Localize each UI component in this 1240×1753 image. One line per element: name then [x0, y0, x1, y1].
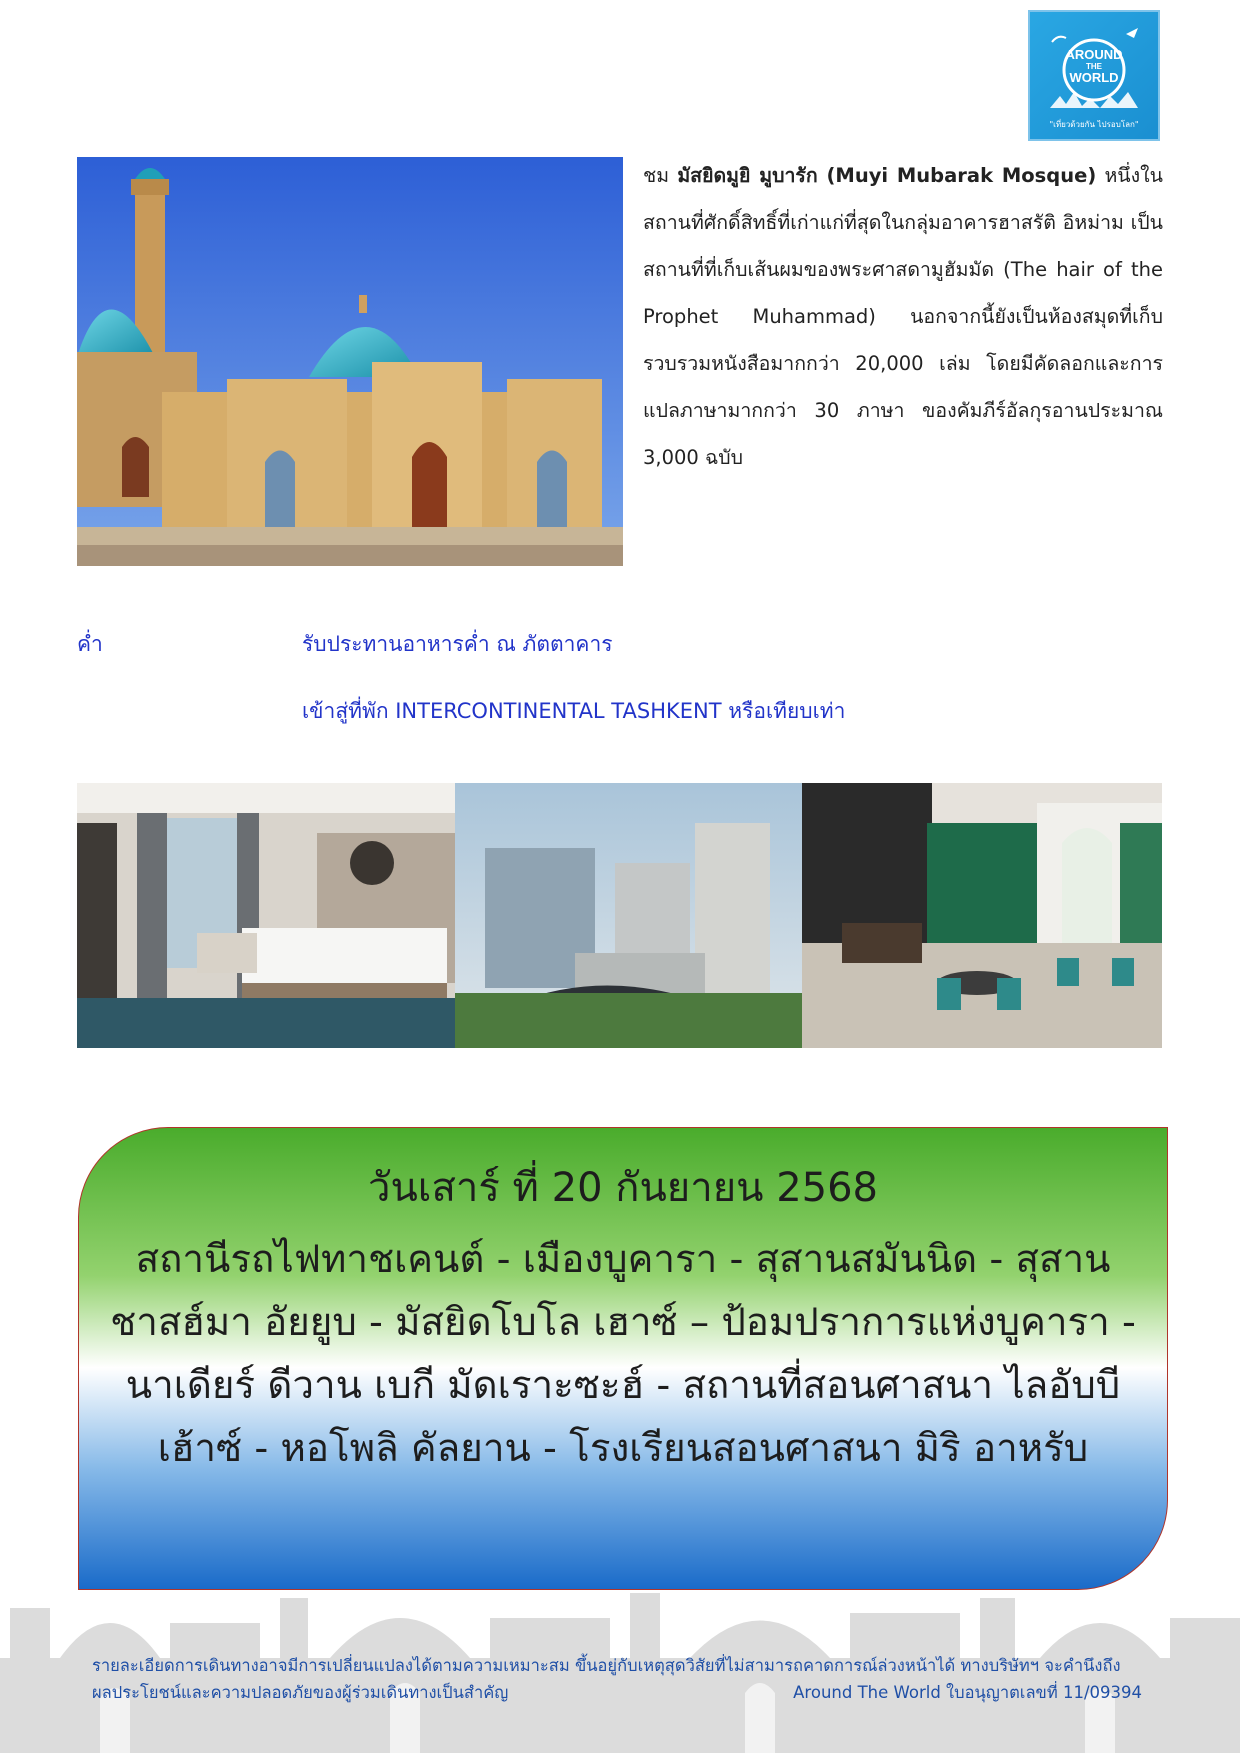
license-number: Around The World ใบอนุญาตเลขที่ 11/09394 [793, 1683, 1142, 1702]
hotel-photo-strip [77, 783, 1162, 1048]
footer-line-1: รายละเอียดการเดินทางอาจมีการเปลี่ยนแปลงได้ตามความเหมาะสม ขึ้นอยู่กับเหตุสุดวิสัยที่ไม่สามารถคาดการณ์ล่วงหน้าได้ ทางบริษัทฯ จะคำนึงถึง [92, 1656, 1121, 1675]
day-route: สถานีรถไฟทาชเคนต์ - เมืองบูคารา - สุสานสมันนิด - สุสานชาสฮ์มา อัยยูบ - มัสยิดโบโล เฮาซ์ – ป้อมปราการแห่งบูคารา - นาเดียร์ ดีวาน เบกี มัดเราะซะฮ์ - สถานที่สอนศาสนา ไลอับบี เฮ้าซ์ - หอโพลิ คัลยาน - โรงเรียนสอนศาสนา มิริ อาหรับ [110, 1237, 1136, 1471]
hotel-exterior-photo [455, 783, 802, 1048]
day-header-box [78, 1127, 1168, 1590]
hotel-text: เข้าสู่ที่พัก INTERCONTINENTAL TASHKENT หรือเทียบเท่า [302, 699, 846, 723]
footer-line-2: ผลประโยชน์และความปลอดภัยของผู้ร่วมเดินทางเป็นสำคัญ [92, 1683, 509, 1702]
company-logo [1028, 10, 1160, 141]
mosque-photo [77, 157, 623, 566]
dinner-text: รับประทานอาหารค่ำ ณ ภัตตาคาร [302, 632, 613, 656]
logo-slogan: "เที่ยวด้วยกัน ไปรอบโลก" [1049, 120, 1139, 129]
day-date: วันเสาร์ ที่ 20 กันยายน 2568 [368, 1165, 878, 1211]
place-name: มัสยิดมูยิ มูบารัก (Muyi Mubarak Mosque) [677, 164, 1097, 187]
footer-disclaimer [92, 1652, 1142, 1706]
hotel-room-photo [77, 783, 455, 1048]
intro-paragraph: ชม มัสยิดมูยิ มูบารัก (Muyi Mubarak Mosque) หนึ่งในสถานที่ศักดิ์สิทธิ์ที่เก่าแก่ที่สุดในกลุ่มอาคารฮาสรัติ อิหม่าม เป็นสถานที่ที่เก็บเส้นผมของพระศาสดามูฮัมมัด (The hair of the Prophet Muhammad) นอกจากนี้ยังเป็นห้องสมุดที่เก็บรวบรวมหนังสือมากกว่า 20,000 เล่ม โดยมีคัดลอกและการแปลภาษามากกว่า 30 ภาษา ของคัมภีร์อัลกุรอานประมาณ 3,000 ฉบับ [643, 164, 1164, 469]
logo-wordmark: AROUND THE WORLD [1065, 47, 1123, 85]
meal-time-label: ค่ำ [77, 632, 103, 656]
hotel-restaurant-photo [802, 783, 1162, 1048]
